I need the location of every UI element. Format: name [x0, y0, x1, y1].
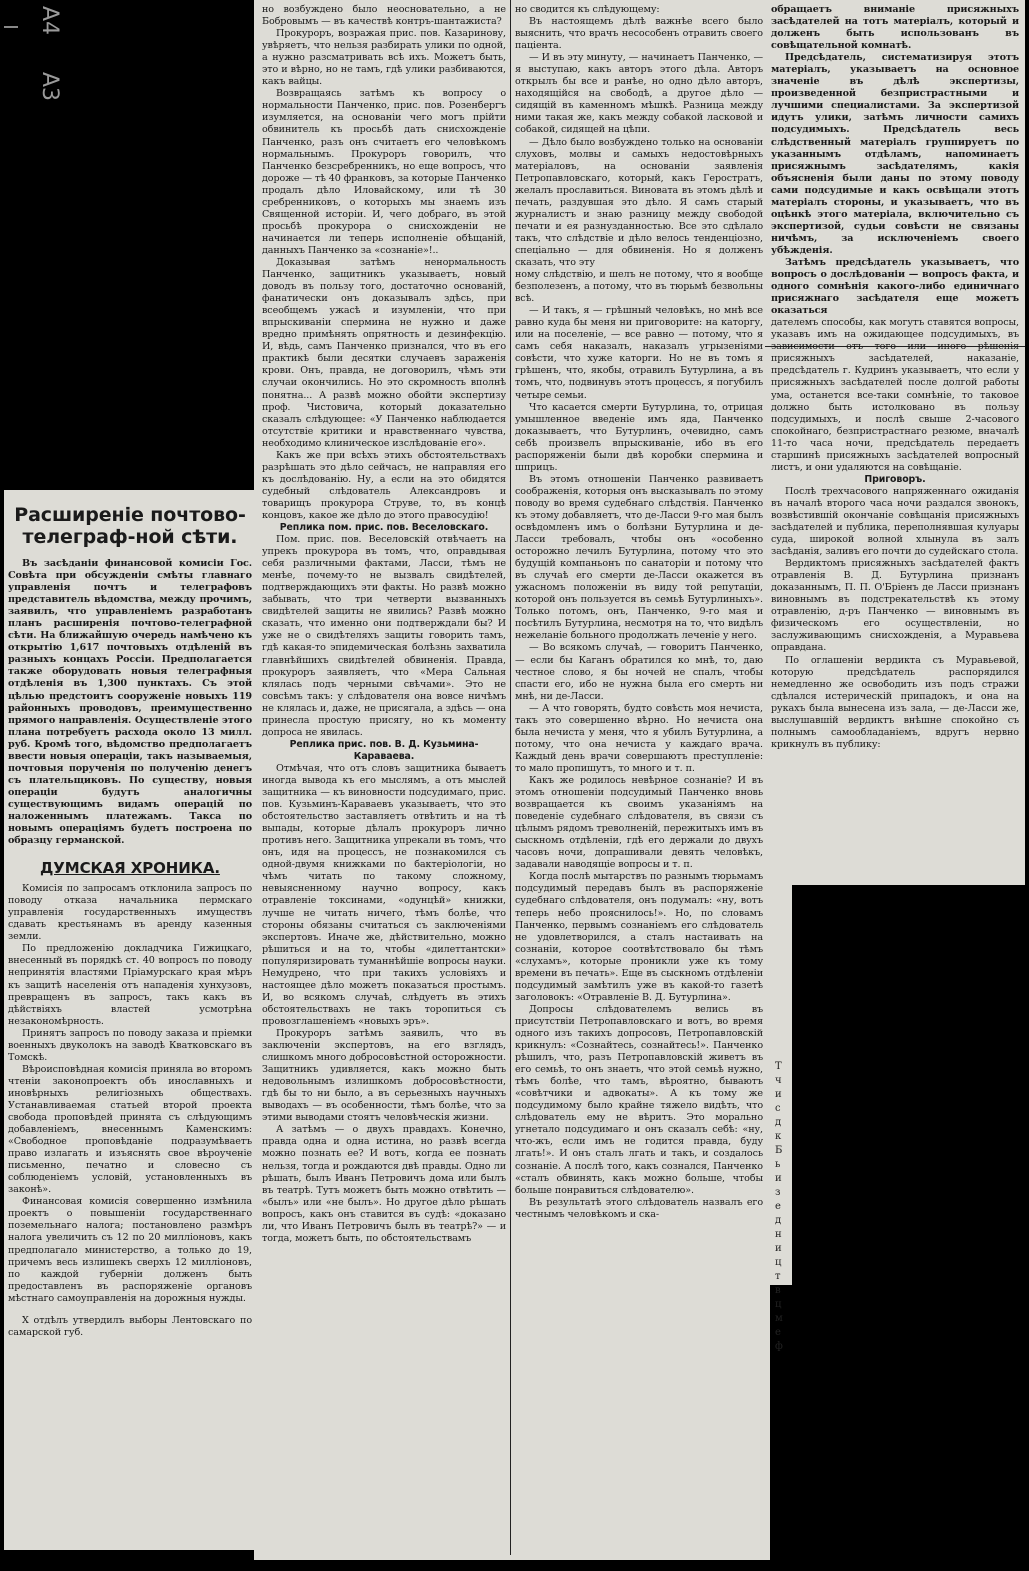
article-paragraph: Что касается смерти Бутурлина, то, отрицая умышленное введеніе имъ яда, Панченко доказываетъ, что Бутурлинъ, очевидно, самъ себѣ произвелъ впрыскиваніе, ибо въ его распоряженіи были двѣ коробки спермина и шприцъ.: [515, 401, 763, 473]
headline-postal-network: Расширеніе почтово-телеграф-ной сѣти.: [14, 504, 246, 548]
column-3: [515, 4, 763, 1552]
article-paragraph: Въ засѣданіи финансовой комисіи Гос. Совѣта при обсужденіи смѣты главнаго управленія почтъ и телеграфовъ представитель вѣдомства, между прочимъ, заявилъ, что управленіемъ разработанъ планъ расширенія почтово-телеграфной сѣти. На ближайшую очередь намѣчено къ открытію 1,617 почтовыхъ отдѣленій въ разныхъ концахъ Россіи. Предполагается также оборудовать новыя телеграфныя отдѣленія въ 1,300 пунктахъ. Съ этой цѣлью предстоитъ сооруженіе новыхъ 119 районныхъ проводовъ, преимущественно прямого направленія. Осуществленіе этого плана потребуетъ расхода около 13 милл. руб. Кромѣ того, вѣдомство предполагаетъ ввести новыя операціи, такъ называемыя, почтовыя порученія по полученію денегъ съ плательщиковъ. По существу, новыя операціи будутъ аналогичны существующимъ видамъ операцій по наложеннымъ платежамъ. Такса по новымъ операціямъ будетъ построена по образцу германской.: [8, 558, 252, 847]
article-paragraph: Какъ же при всѣхъ этихъ обстоятельствахъ разрѣшать это дѣло сейчасъ, не направляя его къ дослѣдованію. Ну, а если на это обидятся судебный слѣдователь Александровъ и товарищъ прокурора Струве, то, въ концѣ концовъ, какое же дѣло до этого правосудію!: [262, 449, 506, 521]
article-paragraph: Предсѣдатель, систематизируя этотъ матеріалъ, указываетъ на основное значеніе въ дѣлѣ экспертизы, произведенной безпристрастными и лучшими специалистами. За экспертизой идутъ улики, затѣмъ личности самихъ подсудимыхъ. Предсѣдатель весь слѣдственный матеріалъ группируетъ по указаннымъ отдѣламъ, напоминаетъ присяжнымъ засѣдателямъ, какія объясненія были даны по этому поводу сами подсудимые и какъ освѣщали этотъ матеріалъ стороны, и указываетъ, что въ оцѣнкѣ этого матеріала, включительно съ экспертизой, судьи совѣсти не связаны ничѣмъ, за исключеніемъ своего убѣжденія.: [771, 52, 1019, 256]
article-paragraph: Финансовая комисія совершенно измѣнила проектъ о повышеніи государственнаго поземельнаго налога; постановлено размѣръ налога увеличить съ 12 по 20 милліоновъ, какъ предполагало министерство, а только до 19, причемъ весь излишекъ сверхъ 12 милліоновъ, по каждой губерніи долженъ быть предоставленъ въ распоряженіе органовъ мѣстнаго самоуправленія на дорожныя нужды.: [8, 1196, 252, 1304]
article-paragraph: Прокуроръ, возражая прис. пов. Казаринову, увѣряетъ, что нельзя разбирать улики по одной, а нужно разсматривать всѣ ихъ. Можетъ быть, это и вѣрно, но не тамъ, гдѣ улики разбиваются, какъ вайцы.: [262, 28, 506, 88]
article-paragraph: но возбуждено было неосновательно, а не Бобровымъ — въ качествѣ контръ-шантажиста?: [262, 4, 506, 28]
article-paragraph: X отдѣлъ утвердилъ выборы Лентовскаго по самарской губ.: [8, 1314, 252, 1338]
article-paragraph: Доказывая затѣмъ ненормальность Панченко, защитникъ указываетъ, новый доводъ въ пользу того, достаточно основаній, фанатически онъ доказывалъ здѣсь, при всеобщемъ ужасѣ и изумленіи, что при впрыскиваніи спермина не нужно и даже вредно примѣнять опрятность и дезинфекцію. И, вѣдь, самъ Панченко признался, что въ его практикѣ были десятки случаевъ зараженія крови. Онъ, правда, не договорилъ, чѣмъ эти случаи окончились. Но это скромность вполнѣ понятна... А развѣ можно обойти экспертизу проф. Чистовича, который доказательно сказалъ слѣдующее: «У Панченко наблюдается отсутствіе критики и нравственнаго чувства, необходимо клиническое изслѣдованіе его».: [262, 256, 506, 449]
article-paragraph: Принятъ запросъ по поводу заказа и пріемки военныхъ двуколокъ на заводѣ Кватковскаго въ Томскѣ.: [8, 1027, 252, 1063]
article-paragraph: Какъ же родилось невѣрное сознаніе? И въ этомъ отношеніи подсудимый Панченко вновь возвращается къ своимъ указаніямъ на поведеніе судебнаго слѣдователя, въ связи съ цѣлымъ рядомъ треволненій, пережитыхъ имъ въ сыскномъ отдѣленіи, гдѣ его держали до двухъ часовъ ночи, допрашивали девять человѣкъ, задавали наводящіе вопросы и т. п.: [515, 775, 763, 871]
article-paragraph: Отмѣчая, что отъ словъ защитника бываетъ иногда вывода къ его мыслямъ, а отъ мыслей защитника — къ виновности подсудимаго, прис. пов. Кузьминъ-Караваевъ указываетъ, что это обстоятельство заставляетъ отвѣтить и на тѣ выпады, которые дѣлалъ прокуроръ лично противъ него. Защитника упрекали въ томъ, что онъ, идя на процессъ, не познакомился съ одной-двумя книжками по бактеріологіи, но чѣмъ читать по такому сложному, невыясненному научно вопросу, какъ отравленіе токсинами, «одунцѣй» книжки, лучше не читать ничего, тѣмъ болѣе, что стороны обязаны считаться съ заключеніями экспертовъ. Иначе же, дѣйствительно, можно рѣшиться и на то, чтобы «дилеттантски» популяризировать туманнѣйшіе вопросы науки. Немудрено, что при такихъ условіяхъ и настоящее дѣло можетъ показаться простымъ. И, во всякомъ случаѣ, слѣдуетъ въ этихъ обстоятельствахъ не такъ торопиться съ провозглашеніемъ «новыхъ эръ».: [262, 762, 506, 1027]
article-paragraph: ному слѣдствію, и шелъ не потому, что я вообще безполезенъ, а потому, что въ тюрьмѣ безвольны всѣ.: [515, 269, 763, 305]
subheading-veselovsky-reply: Реплика пом. прис. пов. Веселовскаго.: [279, 522, 489, 534]
column-rule: [510, 0, 511, 1555]
article-paragraph: Въ этомъ отношеніи Панченко развиваетъ соображенія, которыя онъ высказывалъ по этому поводу во время судебнаго слѣдствія. Панченко къ этому добавляетъ, что де-Ласси 9-го мая былъ освѣдомленъ имъ о болѣзни Бутурлина и де-Ласси требовалъ, чтобы онъ «особенно осторожно лечилъ Бутурлина, потому что это будущій компаньонъ по санаторіи и потому что въ случаѣ его смерти де-Ласси окажется въ ужасномъ положеніи въ виду той репутаціи, которой онъ пользуется въ семьѣ Бутурлиныхъ». Только потомъ, онъ, Панченко, 9-го мая и посѣтилъ Бутурлина, несмотря на то, что видѣлъ нежеланіе больного продолжать леченіе у него.: [515, 473, 763, 642]
article-paragraph: Возвращаясь затѣмъ къ вопросу о нормальности Панченко, прис. пов. Розенбергъ изумляется, на основаніи чего могъ прійти обвинитель къ просьбѣ дать снисхожденіе Панченко, разъ онъ считаетъ его человѣкомъ нормальнымъ. Прокуроръ говорилъ, что Панченко безсребренникъ, но еще вопросъ, что дороже — тѣ 40 франковъ, за которые Панченко продалъ дѣло Иловайскому, или тѣ 30 сребренниковъ, о которыхъ мы знаемъ изъ Священной исторіи. И, чего добраго, въ этой просьбѣ прокурора о снисхожденіи не начинается ли теперь исполненіе обѣщаній, данныхъ Панченко за «сознаніе»!..: [262, 88, 506, 256]
article-paragraph: Въ настоящемъ дѣлѣ важнѣе всего было выяснить, что врачъ несособенъ отравить своего паціента.: [515, 16, 763, 52]
article-paragraph: — Во всякомъ случаѣ, — говоритъ Панченко, — если бы Каганъ обратился ко мнѣ, то, даю честное слово, я бы ночей не спалъ, чтобы спасти его, ибо не нужна была его смерть ни мнѣ, ни де-Ласси.: [515, 642, 763, 702]
article-paragraph: — Дѣло было возбуждено только на основаніи слуховъ, молвы и самыхъ недостовѣрныхъ матеріаловъ, на основаніи заявленія Петропавловскаго, который, какъ Геростратъ, желалъ прославиться. Виновата въ этомъ дѣлѣ и печать, раздувшая это дѣло. Я самъ старый журналистъ и знаю разницу между свободой печати и ея разнузданностью. Все это сдѣлало такъ, что слѣдствіе и дѣло велось тенденціозно, спеціально — для обвиненія. Но я долженъ сказать, что эту: [515, 136, 763, 268]
column-2: [262, 4, 506, 1552]
article-paragraph: Когда послѣ мытарствъ по разнымъ тюрьмамъ подсудимый передавъ былъ въ распоряженіе судебнаго слѣдователя, онъ подумалъ: «ну, вотъ теперь небо прояснилось!». Но, по словамъ Панченко, первымъ сознаніемъ его слѣдователь не удовлетворился, а сталъ настаивать на сознаніи, которое соотвѣтствовало бы тѣмъ «слухамъ», которые проникли уже къ тому времени въ печать». Еще въ сыскномъ отдѣленіи подсудимый замѣтилъ уже въ какой-то газетѣ заголовокъ: «Отравленіе В. Д. Бутурлина».: [515, 871, 763, 1003]
subheading-kuzmin-karavaev-reply: Реплика прис. пов. В. Д. Кузьмина-Караваева.: [289, 738, 479, 762]
margin-label-a4: A4: [37, 6, 62, 36]
article-paragraph: обращаетъ вниманіе присяжныхъ засѣдателей на тотъ матеріалъ, который и долженъ быть использованъ въ совѣщательной комнатѣ.: [771, 4, 1019, 52]
edge-strip-text: Т ч и с д к Б ь и з е д н и ц т в ц м е ф: [775, 1061, 783, 1352]
article-paragraph: — И въ эту минуту, — начинаетъ Панченко, — я выступаю, какъ авторъ этого дѣла. Авторъ открылъ бы все и ранѣе, но одно дѣло авторъ, находящійся на свободѣ, а другое дѣло — сидящій въ каменномъ мѣшкѣ. Разница между ними такая же, какъ между собакой ласковой и собакой, сидящей на цѣпи.: [515, 52, 763, 136]
article-paragraph: но сводится къ слѣдующему:: [515, 4, 660, 15]
article-paragraph: Затѣмъ предсѣдатель указываетъ, что вопросъ о дослѣдованіи — вопросъ факта, и одного сомнѣнія какого-либо единичнаго присяжнаго засѣдателя еще можетъ оказаться: [771, 256, 1019, 317]
headline-duma-chronicle: ДУМСКАЯ ХРОНИКА.: [40, 859, 220, 878]
article-paragraph: Вердиктомъ присяжныхъ засѣдателей фактъ отравленія В. Д. Бутурлина признанъ доказаннымъ, П. П. О'Бріенъ де Ласси признанъ виновнымъ въ подстрекательствѣ къ этому отравленію, д-ръ Панченко — виновнымъ въ физическомъ его осуществленіи, но заслуживающимъ снисхожденія, а Муравьева оправдана.: [771, 558, 1019, 654]
article-paragraph: Комисія по запросамъ отклонила запросъ по поводу отказа начальника пермскаго управленія государственныхъ имуществъ сдавать крестьянамъ въ аренду казенныя земли.: [8, 883, 252, 943]
article-paragraph: А затѣмъ — о двухъ правдахъ. Конечно, правда одна и одна истина, но развѣ всегда можно познать ее? И вотъ, когда ее познать нельзя, тогда и рождаются двѣ правды. Одно ли рѣшать, былъ Иванъ Петровичъ дома или былъ въ театрѣ. Тутъ можетъ быть можно отвѣтить — «былъ» или «не былъ». Но другое дѣло рѣшать вопросъ, какъ онъ ставится въ судѣ: «доказано ли, что Иванъ Петровичъ былъ въ театрѣ?» — и тогда, можетъ быть, по обстоятельствамъ: [262, 1124, 506, 1244]
article-paragraph: Вѣроисповѣдная комисія приняла во второмъ чтеніи законопроектъ объ инославныхъ и иновѣрныхъ религіозныхъ обществахъ. Устанавливаемая статьей второй проекта свобода проповѣдей принята съ слѣдующимъ добавленіемъ, внесеннымъ Каменскимъ: «Свободное проповѣданіе подразумѣваетъ право излагать и изъяснять свое вѣроученіе письменно, печатно и словесно съ соблюденіемъ условій, установленныхъ въ законѣ».: [8, 1063, 252, 1196]
article-paragraph: По оглашеніи вердикта съ Муравьевой, которую предсѣдатель распорядился немедленно же освободить изъ подъ стражи сдѣлался истерическій припадокъ, и она на рукахъ была вынесена изъ зала, — де-Ласси же, выслушавшій вердиктъ внѣшне спокойно съ полнымъ самообладаніемъ, вдругъ нервно крикнулъ въ публику:: [771, 654, 1019, 750]
article-paragraph: По предложенію докладчика Гижицкаго, внесенный въ порядкѣ ст. 40 вопросъ по поводу непринятія властями Пріамурскаго края мѣръ къ защитѣ населенія отъ нападенія хунхузовъ, превращенъ въ запросъ, такъ какъ въ дѣйствіяхъ властей усмотрѣна незакономѣрность.: [8, 943, 252, 1027]
article-paragraph: дателемъ способы, как могутъ ставятся вопросы, указавъ имъ на ожидающее подсудимыхъ, въ зависимости отъ того или иного рѣшенія присяжныхъ засѣдателей, наказаніе, предсѣдатель г. Кудринъ указываетъ, что если у присяжныхъ засѣдателей после долгой работы ума, останется все-таки сомнѣніе, то таковое должно быть истолковано въ пользу подсудимыхъ, и послѣ свыше 2-часового спокойнаго, безпристрастнаго резюме, вначалѣ 11-то часа ночи, предсѣдатель передаетъ старшинѣ присяжныхъ засѣдателей вопросный листъ, и они удаляются на совѣщаніе.: [771, 317, 1019, 473]
margin-mark: [4, 26, 18, 28]
article-paragraph: Пом. прис. пов. Веселовскій отвѣчаетъ на упрекъ прокурора въ томъ, что, оправдывая себя различными фактами, Ласси, тѣмъ не менѣе, почему-то не вызвалъ свидѣтелей, подтверждающихъ эти факты. Но развѣ можно забывать, что три четверти вызванныхъ свидѣтелей защиты не явились? Развѣ можно сказать, что именно они подтверждали бы? И уже не о свидѣтеляхъ защиты говорить тамъ, гдѣ какая-то эпидемическая болѣзнь захватила главнѣйшихъ свидѣтелей обвиненія. Правда, прокуроръ заявляетъ, что «Мера Сальная клялась подъ черными свѣчами». Это не совсѣмъ такъ: у слѣдователя она вовсе ничѣмъ не клялась и, даже, не присягала, а здѣсь — она принесла простую присягу, но къ моменту допроса не явилась.: [262, 534, 506, 738]
subheading-verdict: Приговоръ.: [864, 473, 926, 485]
article-paragraph: — А что говорять, будто совѣсть моя нечиста, такъ это совершенно вѣрно. Но нечиста она была нечиста у меня, что я убилъ Бутурлина, а потому, что она нечиста у каждаго врача. Каждый день врачи совершаютъ преступленіе: то мало пропишутъ, то много и т. п.: [515, 702, 763, 774]
article-paragraph: — И такъ, я — грѣшный человѣкъ, но мнѣ все равно куда бы меня ни приговорите: на каторгу, или на поселеніе, — все равно — потому, что я самъ себя наказалъ, наказалъ угрызеніями совѣсти, что хуже каторги. Но не въ томъ я грѣшенъ, что, якобы, отравилъ Бутурлина, а въ томъ, что, подвинувъ этотъ процессъ, я погубилъ четыре семьи.: [515, 305, 763, 401]
column-1: [8, 498, 252, 1538]
margin-label-a3: A3: [37, 72, 62, 102]
article-paragraph: Допросы слѣдователемъ велись въ присутствіи Петропавловскаго и вотъ, во время одного изъ такихъ допросовъ, Петропавловскій крикнулъ: «Сознайтесь, сознайтесь!». Панченко рѣшилъ, что, разъ Петропавловскій живетъ въ его семьѣ, то онъ знаетъ, что этой семьѣ нужно, тѣмъ болѣе, что тамъ, вѣроятно, бываютъ «совѣтчики и адвокаты». А къ тому же подсудимому было крайне тяжело видѣть, что слѣдователь ему не вѣритъ. Это морально угнетало подсудимаго и онъ сказалъ себѣ: «ну, что-жъ, если имъ не годится правда, буду лгать!». И онъ сталъ лгать и такъ, и создалось сознаніе. А послѣ того, какъ сознался, Панченко «сталъ обвинять, какъ можно больше, чтобы больше понравиться слѣдователю».: [515, 1003, 763, 1196]
article-paragraph: Послѣ трехчасового напряженнаго ожиданія въ началѣ второго часа ночи раздался звонокъ, возвѣстившій окончаніе совѣщанія присяжныхъ засѣдателей и публика, переполнявшая кулуары суда, широкой волной хлынула въ залъ засѣданія, заливъ его почти до судейскаго стола.: [771, 485, 1019, 558]
column-4: [771, 4, 1019, 880]
article-paragraph: Прокуроръ затѣмъ заявилъ, что въ заключеніи экспертовъ, на его взглядъ, слишкомъ много добросовѣстной осторожности. Защитникъ удивляется, какъ можно быть недовольнымъ излишкомъ добросовѣстности, гдѣ бы то ни было, а въ серьезныхъ научныхъ выводахъ — въ особенности, тѣмъ болѣе, что за этими выводами стоятъ человѣческія жизни.: [262, 1027, 506, 1124]
article-paragraph: Въ результатѣ этого слѣдователь назвалъ его честнымъ человѣкомъ и ска-: [515, 1196, 763, 1220]
